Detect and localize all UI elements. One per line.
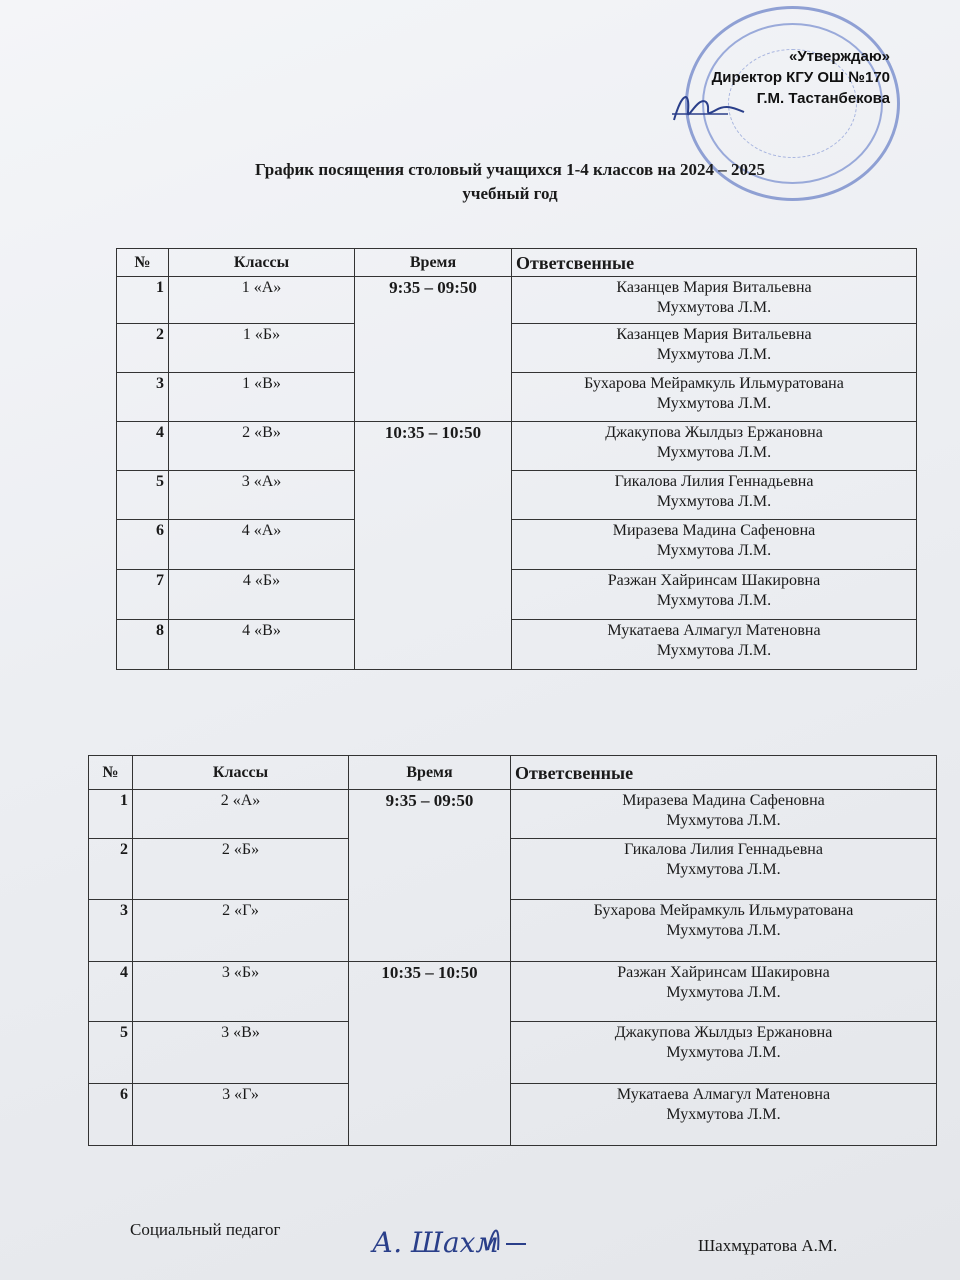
row-number: 6 (117, 520, 169, 570)
row-number: 6 (89, 1084, 133, 1146)
row-number: 5 (117, 471, 169, 520)
row-number: 1 (117, 277, 169, 324)
table-row (89, 1022, 937, 1084)
table-row (117, 620, 917, 670)
responsible-coordinator: Мухмутова Л.М. (666, 861, 781, 878)
responsible-coordinator: Мухмутова Л.М. (656, 444, 772, 461)
responsible-coordinator: Мухмутова Л.М. (656, 395, 772, 412)
class-cell: 4 «Б» (169, 570, 355, 620)
responsible-teacher: Джакупова Жылдыз Ержановна (605, 424, 823, 441)
table-row (117, 520, 917, 570)
responsible-cell (511, 1084, 937, 1146)
table-row (89, 962, 937, 1022)
class-cell: 3 «В» (133, 1022, 349, 1084)
approval-line-3: Г.М. Тастанбекова (756, 90, 890, 107)
responsible-teacher: Миразева Мадина Сафеновна (612, 522, 816, 539)
responsible-teacher: Бухарова Мейрамкуль Ильмуратована (584, 375, 844, 392)
schedule-table-1 (116, 248, 917, 670)
class-cell: 2 «Б» (133, 839, 349, 900)
class-cell: 2 «В» (169, 422, 355, 471)
row-number: 7 (117, 570, 169, 620)
row-number: 2 (89, 839, 133, 900)
table-row (89, 900, 937, 962)
responsible-cell (512, 471, 917, 520)
header-num: № (117, 249, 169, 277)
responsible-cell (512, 277, 917, 324)
responsible-coordinator: Мухмутова Л.М. (656, 542, 772, 559)
table-row (89, 1084, 937, 1146)
responsible-teacher: Разжан Хайринсам Шакировна (617, 964, 830, 981)
class-cell: 2 «А» (133, 790, 349, 839)
responsible-cell (512, 324, 917, 373)
class-cell: 4 «А» (169, 520, 355, 570)
row-number: 4 (89, 962, 133, 1022)
row-number: 5 (89, 1022, 133, 1084)
class-cell: 3 «Г» (133, 1084, 349, 1146)
responsible-coordinator: Мухмутова Л.М. (656, 346, 772, 363)
header-classes: Классы (169, 249, 355, 277)
title-line-1: График посящения столовый учащихся 1-4 классов на 2024 – 2025 (255, 160, 765, 179)
responsible-teacher: Казанцев Мария Витальевна (616, 326, 812, 343)
table-row (117, 570, 917, 620)
pedagogue-signature (370, 1210, 530, 1270)
time-slot: 9:35 – 09:50 (349, 790, 511, 962)
responsible-coordinator: Мухмутова Л.М. (656, 299, 772, 316)
table-row (117, 373, 917, 422)
title-line-2: учебный год (462, 184, 558, 203)
table-row (89, 839, 937, 900)
header-responsible: Ответсвенные (511, 756, 937, 790)
responsible-coordinator: Мухмутова Л.М. (666, 1044, 781, 1061)
responsible-cell (512, 620, 917, 670)
header-classes: Классы (133, 756, 349, 790)
footer-role: Социальный педагог (130, 1220, 281, 1239)
responsible-teacher: Миразева Мадина Сафеновна (622, 792, 825, 809)
row-number: 3 (89, 900, 133, 962)
table-header-row (89, 756, 937, 790)
responsible-teacher: Гикалова Лилия Геннадьевна (624, 841, 823, 858)
header-time: Время (349, 756, 511, 790)
responsible-coordinator: Мухмутова Л.М. (666, 1106, 781, 1123)
responsible-teacher: Казанцев Мария Витальевна (616, 279, 812, 296)
table-row (89, 790, 937, 839)
responsible-cell (511, 1022, 937, 1084)
responsible-coordinator: Мухмутова Л.М. (666, 812, 781, 829)
responsible-coordinator: Мухмутова Л.М. (666, 922, 781, 939)
responsible-teacher: Бухарова Мейрамкуль Ильмуратована (593, 902, 854, 919)
responsible-coordinator: Мухмутова Л.М. (656, 493, 772, 510)
responsible-cell (512, 520, 917, 570)
responsible-coordinator: Мухмутова Л.М. (656, 642, 772, 659)
responsible-teacher: Гикалова Лилия Геннадьевна (614, 473, 814, 490)
header-responsible: Ответсвенные (512, 249, 917, 277)
table-row (117, 422, 917, 471)
row-number: 2 (117, 324, 169, 373)
responsible-teacher: Джакупова Жылдыз Ержановна (614, 1024, 833, 1041)
header-num: № (89, 756, 133, 790)
responsible-teacher: Мукатаева Алмагул Матеновна (616, 1086, 831, 1103)
responsible-cell (511, 790, 937, 839)
schedule-table-2 (88, 755, 937, 1146)
responsible-coordinator: Мухмутова Л.М. (666, 984, 781, 1001)
row-number: 4 (117, 422, 169, 471)
responsible-cell (511, 839, 937, 900)
class-cell: 3 «А» (169, 471, 355, 520)
table-row (117, 277, 917, 324)
time-slot: 9:35 – 09:50 (355, 277, 512, 422)
approval-line-1: «Утверждаю» (788, 48, 890, 65)
responsible-coordinator: Мухмутова Л.М. (656, 592, 772, 609)
responsible-cell (512, 373, 917, 422)
responsible-teacher: Разжан Хайринсам Шакировна (607, 572, 821, 589)
approval-line-2: Директор КГУ ОШ №170 (711, 69, 890, 86)
responsible-cell (512, 570, 917, 620)
class-cell: 1 «В» (169, 373, 355, 422)
responsible-cell (512, 422, 917, 471)
class-cell: 3 «Б» (133, 962, 349, 1022)
responsible-cell (511, 900, 937, 962)
class-cell: 4 «В» (169, 620, 355, 670)
footer-name: Шахмұратова А.М. (698, 1236, 838, 1255)
row-number: 8 (117, 620, 169, 670)
class-cell: 1 «А» (169, 277, 355, 324)
responsible-cell (511, 962, 937, 1022)
row-number: 3 (117, 373, 169, 422)
header-time: Время (355, 249, 512, 277)
table-header-row (117, 249, 917, 277)
time-slot: 10:35 – 10:50 (355, 422, 512, 670)
responsible-teacher: Мукатаева Алмагул Матеновна (607, 622, 821, 639)
time-slot: 10:35 – 10:50 (349, 962, 511, 1146)
table-row (117, 471, 917, 520)
row-number: 1 (89, 790, 133, 839)
table-row (117, 324, 917, 373)
signature-text: А. Шахм (372, 1226, 499, 1259)
class-cell: 1 «Б» (169, 324, 355, 373)
document-title (120, 158, 900, 206)
class-cell: 2 «Г» (133, 900, 349, 962)
director-signature (668, 82, 748, 128)
